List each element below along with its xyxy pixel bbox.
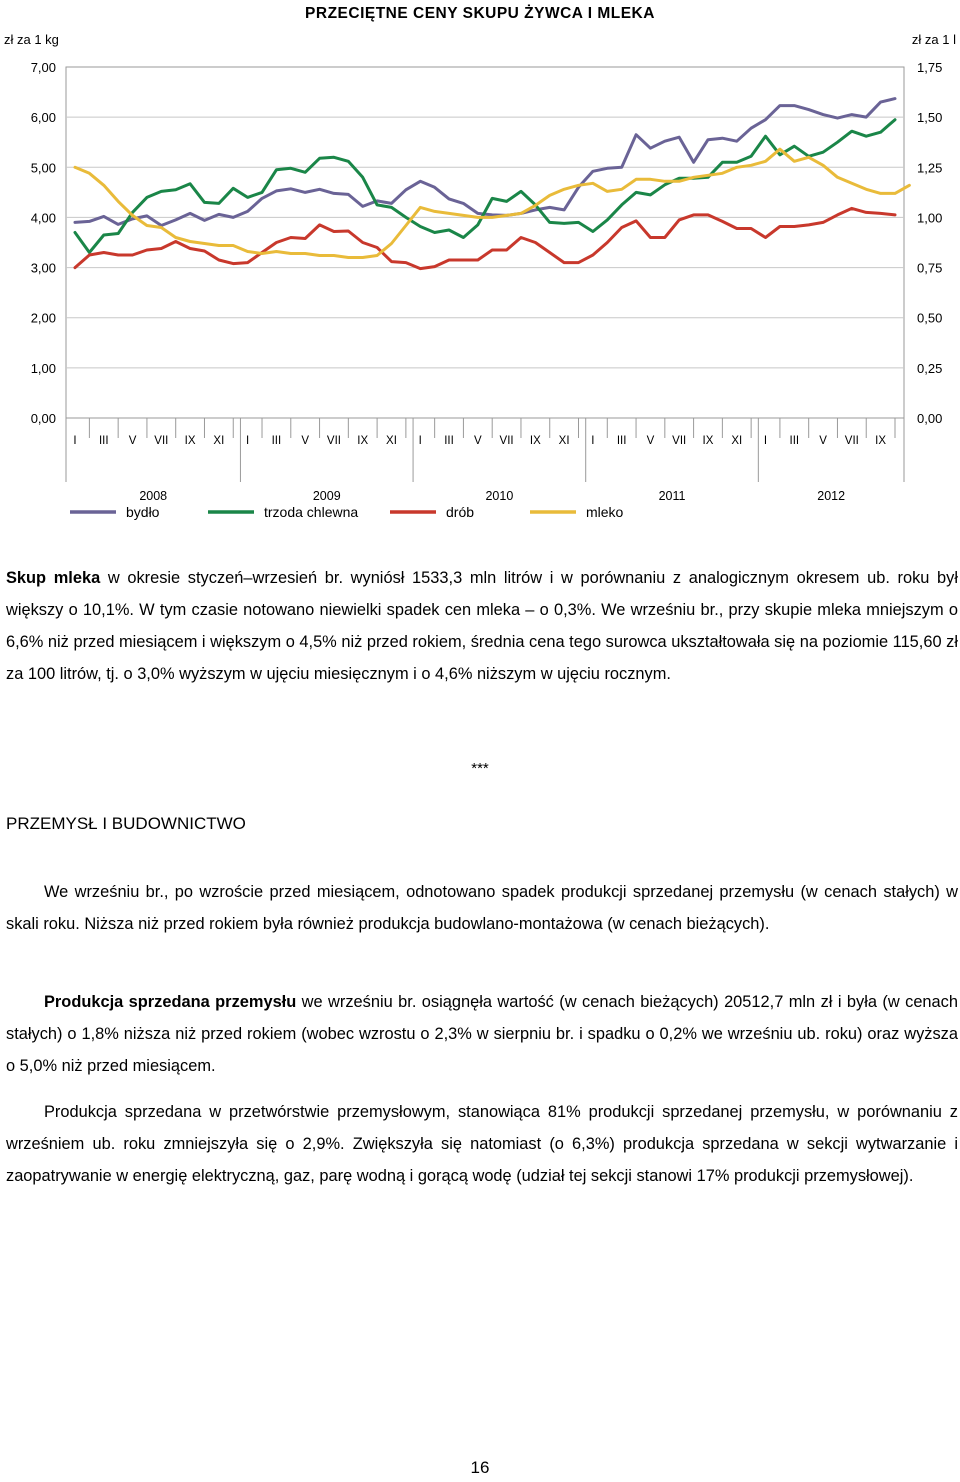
- y-tick-label-left: 7,00: [30, 60, 56, 75]
- y-tick-label-right: 0,25: [917, 360, 943, 376]
- legend-label-1: bydło: [126, 504, 160, 520]
- price-chart: [0, 0, 960, 540]
- x-tick-label: V: [646, 435, 655, 447]
- x-tick-label: III: [444, 435, 454, 447]
- y-tick-label-left: 0,00: [30, 411, 56, 426]
- x-tick-label: V: [473, 435, 482, 447]
- legend-label-4: mleko: [586, 504, 624, 520]
- x-tick-label: VII: [326, 435, 341, 447]
- y-tick-label-right: 1,00: [917, 210, 943, 226]
- x-tick-label: V: [819, 435, 827, 447]
- y-tick-label-right: 0,50: [917, 310, 943, 326]
- y-tick-label-left: 4,00: [30, 210, 56, 226]
- y-tick-label-right: 1,75: [917, 60, 943, 75]
- x-tick-label: VII: [844, 435, 859, 447]
- year-label: 2012: [817, 489, 846, 503]
- x-tick-label: IX: [875, 435, 887, 447]
- x-tick-label: V: [128, 435, 137, 447]
- paragraph-manufacturing: Produkcja sprzedana w przetwórstwie przemysłowym, stanowiąca 81% produkcji sprzedanej przemysłu, w porównaniu z wrześniem ub. roku zmniejszyła się o 2,9%. Zwiększyła się natomiast (o 6,3%) produkcja sprzedana w sekcji wytwarzanie i zaopatrywanie w energię elektryczną, gaz, parę wodną i gorącą wodę (udział tej sekcji stanowi 17% produkcji przemysłowej).: [6, 1103, 958, 1185]
- x-tick-label: VII: [154, 435, 169, 447]
- industry-text: we wrześniu br. osiągnęła wartość (w cenach bieżących) 20512,7 mln zł i była (w cenach stałych) o 1,8% niższa niż przed rokiem (wobec wzrostu o 2,3% w sierpniu br. i spadku o 0,2% we wrześniu ub. roku) oraz wyższa o 5,0% niż przed miesiącem.: [6, 993, 958, 1075]
- series-lines: [75, 99, 909, 269]
- x-tick-label: I: [418, 435, 422, 447]
- legend-label-3: drób: [446, 504, 475, 520]
- y-tick-label-left: 1,00: [30, 360, 56, 376]
- chart-title: PRZECIĘTNE CENY SKUPU ŻYWCA I MLEKA: [305, 5, 655, 22]
- left-axis-unit: zł za 1 kg: [4, 32, 59, 47]
- x-tick-label: XI: [213, 435, 225, 447]
- y-tick-label-left: 2,00: [30, 310, 56, 326]
- x-tick-label: XI: [558, 435, 570, 447]
- x-tick-label: IX: [357, 435, 369, 447]
- axes: [31, 60, 943, 503]
- page-number: 16: [470, 1458, 490, 1477]
- x-tick-label: I: [246, 435, 250, 447]
- section-heading: PRZEMYSŁ I BUDOWNICTWO: [6, 814, 246, 833]
- legend-label-2: trzoda chlewna: [264, 504, 359, 520]
- milk-lead: Skup mleka: [6, 569, 101, 587]
- y-tick-label-left: 5,00: [30, 160, 56, 176]
- x-tick-label: III: [98, 435, 109, 447]
- year-label: 2009: [312, 489, 341, 503]
- paragraph-milk: [6, 562, 958, 690]
- industry-lead: Produkcja sprzedana przemysłu: [44, 993, 297, 1011]
- x-tick-label: VII: [499, 435, 514, 447]
- x-tick-label: IX: [529, 435, 541, 447]
- x-tick-label: XI: [731, 435, 743, 447]
- y-tick-label-left: 6,00: [30, 110, 56, 126]
- y-tick-label-right: 0,75: [917, 260, 943, 276]
- right-axis-unit: zł za 1 l: [911, 32, 956, 47]
- year-label: 2010: [485, 489, 514, 503]
- year-label: 2011: [658, 489, 686, 503]
- x-tick-label: XI: [386, 435, 397, 447]
- milk-text: w okresie styczeń–wrzesień br. wyniósł 1533,3 mln litrów i w porównaniu z analogicznym okresem ub. roku był większy o 10,1%. W tym czasie notowano niewielki spadek cen mleka – o 0,3%. We wrześniu br., przy skupie mleka mniejszym o 6,6% niż przed miesiącem i większym o 4,5% niż przed rokiem, średnia cena tego surowca ukształtowała się na poziomie 115,60 zł za 100 litrów, tj. o 3,0% wyższym w ujęciu miesięcznym i o 4,6% niższym w ujęciu rocznym.: [6, 569, 959, 683]
- paragraph-industry-production: [6, 986, 958, 1082]
- y-tick-label-left: 3,00: [30, 260, 56, 276]
- x-tick-label: VII: [672, 435, 687, 447]
- separator: ***: [471, 760, 489, 777]
- x-tick-label: III: [616, 435, 627, 447]
- x-tick-label: I: [763, 435, 768, 447]
- x-tick-label: I: [591, 435, 595, 447]
- x-tick-label: IX: [702, 435, 714, 447]
- legend: [70, 504, 624, 520]
- x-tick-label: V: [301, 435, 310, 447]
- x-tick-label: III: [271, 435, 282, 447]
- x-tick-label: III: [789, 435, 800, 447]
- series-line-4: [75, 149, 909, 257]
- year-label: 2008: [139, 489, 168, 503]
- y-tick-label-right: 1,50: [917, 110, 943, 126]
- paragraph-industry-intro: We wrześniu br., po wzroście przed miesiącem, odnotowano spadek produkcji sprzedanej przemysłu (w cenach stałych) w skali roku. Niższa niż przed rokiem była również produkcja budowlano-montażowa (w cenach bieżących).: [6, 883, 958, 933]
- y-tick-label-right: 0,00: [917, 411, 943, 426]
- x-tick-label: IX: [184, 435, 196, 447]
- x-tick-label: I: [73, 435, 77, 447]
- y-tick-label-right: 1,25: [917, 160, 943, 176]
